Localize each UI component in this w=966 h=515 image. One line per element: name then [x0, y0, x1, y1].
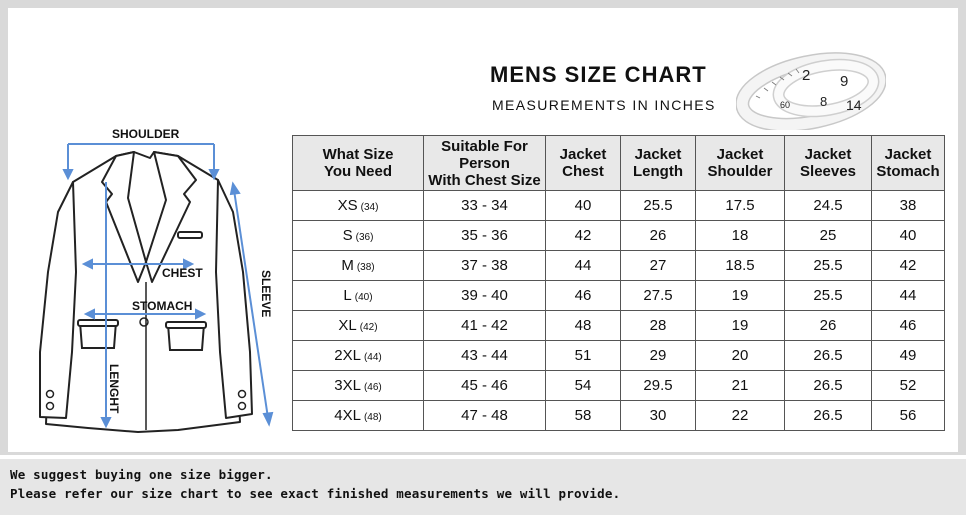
- size-label: S: [342, 227, 353, 244]
- shoulder-cell: 19: [696, 311, 785, 341]
- sleeves-cell: 26.5: [785, 371, 872, 401]
- col-jacket-length: Jacket Length: [621, 136, 696, 191]
- sleeves-cell: 26.5: [785, 341, 872, 371]
- table-row: [293, 221, 945, 251]
- size-number: (36): [355, 232, 374, 243]
- sleeves-cell: 25: [785, 221, 872, 251]
- sleeve-label: SLEEVE: [259, 270, 273, 318]
- jacket-diagram: [28, 122, 290, 442]
- size-number: (38): [356, 262, 375, 273]
- stomach-cell: 56: [872, 401, 945, 431]
- stomach-cell: 49: [872, 341, 945, 371]
- tape-mark: 2: [802, 67, 811, 84]
- length-cell: 28: [621, 311, 696, 341]
- shoulder-cell: 20: [696, 341, 785, 371]
- tape-mark: 14: [846, 97, 862, 113]
- size-cell: [293, 371, 424, 401]
- page-subtitle: MEASUREMENTS IN INCHES: [492, 97, 716, 113]
- size-label: XL: [338, 317, 357, 334]
- size-label: M: [341, 257, 354, 274]
- range-cell: 47 - 48: [424, 401, 546, 431]
- chest-cell: 51: [546, 341, 621, 371]
- chest-label: CHEST: [162, 266, 203, 280]
- table-row: [293, 191, 945, 221]
- table-row: [293, 311, 945, 341]
- sleeves-cell: 25.5: [785, 281, 872, 311]
- size-number: (46): [363, 382, 382, 393]
- size-cell: [293, 251, 424, 281]
- length-cell: 29: [621, 341, 696, 371]
- chest-cell: 42: [546, 221, 621, 251]
- length-cell: 26: [621, 221, 696, 251]
- table-row: [293, 341, 945, 371]
- footer-note-2: Please refer our size chart to see exact finished measurements we will provide.: [10, 486, 621, 501]
- size-table: [292, 135, 945, 431]
- size-label: 2XL: [334, 347, 361, 364]
- size-label: 4XL: [334, 407, 361, 424]
- range-cell: 37 - 38: [424, 251, 546, 281]
- length-cell: 27: [621, 251, 696, 281]
- length-cell: 29.5: [621, 371, 696, 401]
- shoulder-cell: 17.5: [696, 191, 785, 221]
- size-cell: [293, 401, 424, 431]
- stomach-label: STOMACH: [132, 299, 193, 313]
- size-cell: [293, 311, 424, 341]
- size-cell: [293, 191, 424, 221]
- size-label: L: [343, 287, 352, 304]
- chest-cell: 54: [546, 371, 621, 401]
- size-number: (48): [363, 412, 382, 423]
- size-label: XS: [337, 197, 358, 214]
- size-cell: [293, 341, 424, 371]
- stomach-cell: 52: [872, 371, 945, 401]
- shoulder-cell: 21: [696, 371, 785, 401]
- col-jacket-chest: Jacket Chest: [546, 136, 621, 191]
- tape-mark: 9: [840, 73, 849, 90]
- stomach-cell: 38: [872, 191, 945, 221]
- col-jacket-shoulder: Jacket Shoulder: [696, 136, 785, 191]
- table-row: [293, 281, 945, 311]
- table-row: [293, 251, 945, 281]
- range-cell: 39 - 40: [424, 281, 546, 311]
- sleeves-cell: 24.5: [785, 191, 872, 221]
- size-cell: [293, 281, 424, 311]
- shoulder-cell: 19: [696, 281, 785, 311]
- chest-cell: 48: [546, 311, 621, 341]
- sleeves-cell: 25.5: [785, 251, 872, 281]
- chest-cell: 58: [546, 401, 621, 431]
- col-what-size: What Size You Need: [293, 136, 424, 191]
- measuring-tape-icon: [736, 48, 886, 130]
- range-cell: 45 - 46: [424, 371, 546, 401]
- size-number: (34): [360, 202, 379, 213]
- range-cell: 35 - 36: [424, 221, 546, 251]
- col-jacket-stomach: Jacket Stomach: [872, 136, 945, 191]
- shoulder-cell: 22: [696, 401, 785, 431]
- shoulder-cell: 18.5: [696, 251, 785, 281]
- length-cell: 27.5: [621, 281, 696, 311]
- shoulder-label: SHOULDER: [112, 127, 180, 141]
- size-cell: [293, 221, 424, 251]
- tape-mark: 8: [820, 94, 828, 109]
- stomach-cell: 40: [872, 221, 945, 251]
- table-row: [293, 371, 945, 401]
- tape-mark: 60: [780, 100, 791, 110]
- size-number: (42): [359, 322, 378, 333]
- footer-note-1: We suggest buying one size bigger.: [10, 467, 273, 482]
- stomach-cell: 42: [872, 251, 945, 281]
- chest-cell: 46: [546, 281, 621, 311]
- range-cell: 43 - 44: [424, 341, 546, 371]
- stomach-cell: 44: [872, 281, 945, 311]
- col-suitable-chest: Suitable For Person With Chest Size: [424, 136, 546, 191]
- stomach-cell: 46: [872, 311, 945, 341]
- size-number: (40): [354, 292, 373, 303]
- size-number: (44): [363, 352, 382, 363]
- length-label: LENGHT: [107, 364, 121, 414]
- page-title: MENS SIZE CHART: [490, 62, 707, 87]
- length-cell: 25.5: [621, 191, 696, 221]
- range-cell: 41 - 42: [424, 311, 546, 341]
- front-button: [140, 318, 148, 326]
- size-label: 3XL: [334, 377, 361, 394]
- range-cell: 33 - 34: [424, 191, 546, 221]
- shoulder-cell: 18: [696, 221, 785, 251]
- breast-pocket: [178, 232, 202, 238]
- chest-cell: 44: [546, 251, 621, 281]
- length-cell: 30: [621, 401, 696, 431]
- chest-cell: 40: [546, 191, 621, 221]
- sleeves-cell: 26: [785, 311, 872, 341]
- table-row: [293, 401, 945, 431]
- col-jacket-sleeves: Jacket Sleeves: [785, 136, 872, 191]
- sleeves-cell: 26.5: [785, 401, 872, 431]
- table-header-row: [293, 136, 945, 191]
